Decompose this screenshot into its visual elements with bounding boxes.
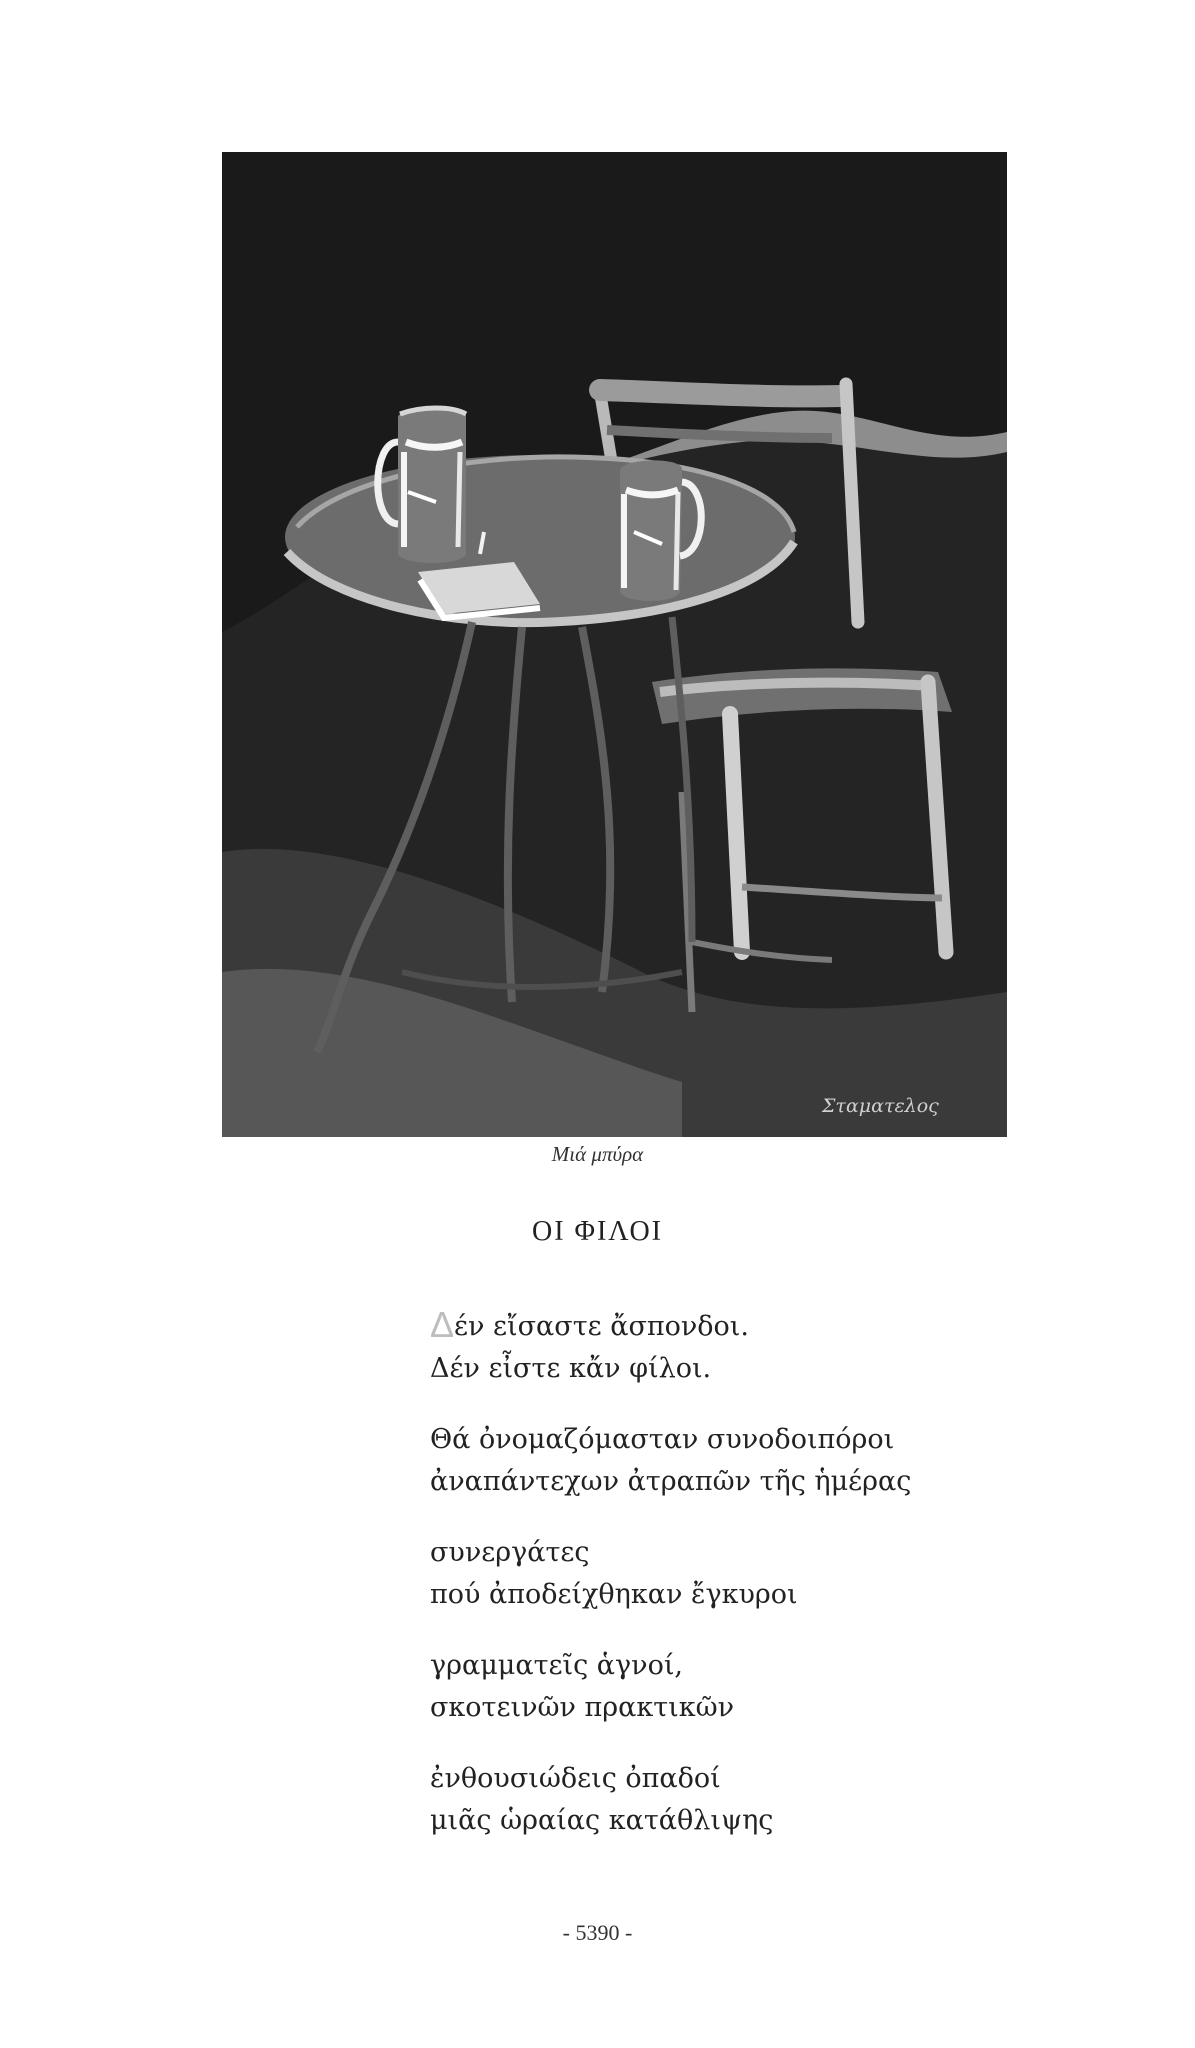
poem-line: Θά ὀνομαζόμασταν συνοδοιπόροι xyxy=(430,1424,895,1455)
stanza xyxy=(430,1304,1050,1390)
poem-line: σκοτεινῶν πρακτικῶν xyxy=(430,1692,735,1723)
stanza xyxy=(430,1419,1050,1503)
poem-line: ἀναπάντεχων ἀτραπῶν τῆς ἡμέρας xyxy=(430,1466,912,1497)
poem-title: ΟΙ ΦΙΛΟΙ xyxy=(531,1216,664,1247)
page-number: - 5390 - xyxy=(562,1920,633,1945)
poem-body xyxy=(430,1304,1050,1871)
artist-signature: Σταματελος xyxy=(822,1095,939,1117)
illustration-beer-table xyxy=(222,152,1007,1137)
poem-line: ἐνθουσιώδεις ὀπαδοί xyxy=(430,1763,721,1794)
poem-line: Δέν εἶστε κἄν φίλοι. xyxy=(430,1353,712,1384)
poem-line: γραμματεῖς ἁγνοί, xyxy=(430,1650,683,1681)
stanza xyxy=(430,1532,1050,1616)
figure-caption: Μιά μπύρα xyxy=(551,1142,644,1166)
charcoal-drawing xyxy=(222,152,1007,1137)
drop-cap: Δ xyxy=(430,1304,455,1345)
poem-line: πού ἀποδείχθηκαν ἔγκυροι xyxy=(430,1579,798,1610)
poem-line: Δέν εἴσαστε ἄσπονδοι. xyxy=(430,1304,749,1345)
stanza xyxy=(430,1645,1050,1729)
poem-line: συνεργάτες xyxy=(430,1537,590,1568)
poem-line: μιᾶς ὡραίας κατάθλιψης xyxy=(430,1805,774,1836)
stanza xyxy=(430,1758,1050,1842)
